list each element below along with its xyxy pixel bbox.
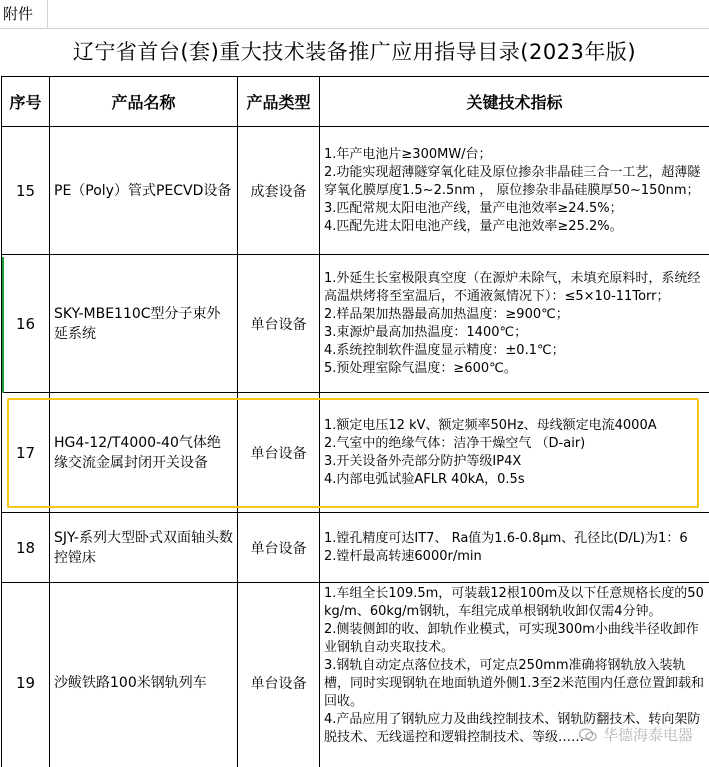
table-row (2, 393, 709, 513)
table-row (2, 513, 709, 583)
spec-line: 3.束源炉最高加热温度：1400℃； (324, 324, 528, 340)
header-type[interactable]: 产品类型 (238, 77, 320, 127)
row-type[interactable]: 单台设备 (238, 513, 320, 583)
row-spec[interactable] (320, 513, 709, 583)
row-spec[interactable] (320, 127, 709, 255)
spec-line: 1.外延生长室极限真空度（在源炉未除气，未填充原料时，系统经高温烘烤将至室温后，不通液氮情况下）：≤5×10-11Torr； (324, 270, 701, 304)
catalog-table (1, 76, 709, 767)
spec-line: 1.镗孔精度可达IT7、 Ra值为1.6-0.8μm、孔径比(D/L)为1：6 (324, 530, 688, 546)
row-no[interactable]: 17 (2, 393, 50, 513)
table-row (2, 255, 709, 393)
spec-line: 4.系统控制软件温度显示精度：±0.1℃； (324, 342, 565, 358)
header-name[interactable]: 产品名称 (50, 77, 238, 127)
row-name[interactable]: 沙鲅铁路100米钢轨列车 (50, 583, 238, 767)
spec-line: 2.侧装侧卸的收、卸轨作业模式，可实现300m小曲线半径收卸作业钢轨自动夹取技术。 (324, 622, 699, 655)
watermark-text: 华德海泰电器 (602, 726, 693, 744)
spec-line: 2.功能实现超薄隧穿氧化硅及原位掺杂非晶硅三合一工艺，超薄隧穿氧化膜厚度1.5~2.5nm ， 原位掺杂非晶硅膜厚50~150nm； (324, 164, 701, 198)
row-type[interactable]: 单台设备 (238, 393, 320, 513)
row-name[interactable]: SKY-MBE110C型分子束外延系统 (50, 255, 238, 393)
row-no[interactable]: 16 (2, 255, 50, 393)
header-no[interactable]: 序号 (2, 77, 50, 127)
spec-line: 3.开关设备外壳部分防护等级IP4X (324, 453, 522, 469)
spec-line: 1.年产电池片≥300MW/台； (324, 146, 492, 162)
header-spec[interactable]: 关键技术指标 (320, 77, 709, 127)
document-title[interactable]: 辽宁省首台(套)重大技术装备推广应用指导目录(2023年版) (72, 40, 637, 64)
spec-line: 3.钢轨自动定点落位技术，可定点250mm准确将钢轨放入装轨槽，同时实现钢轨在地面轨道外侧1.3至2米范围内任意位置卸载和回收。 (324, 658, 704, 709)
row-type[interactable]: 单台设备 (238, 583, 320, 767)
spec-line: 5.预处理室除气温度：≥600℃。 (324, 360, 517, 376)
spec-line: 2.样品架加热器最高加热温度：≥900℃； (324, 306, 569, 322)
chat-bubble-icon (579, 728, 597, 742)
row-name[interactable]: SJY-系列大型卧式双面轴头数控镗床 (50, 513, 238, 583)
row-change-marker (2, 257, 4, 393)
row-name[interactable]: PE（Poly）管式PECVD设备 (50, 127, 238, 255)
spec-line: 1.额定电压12 kV、额定频率50Hz、母线额定电流4000A (324, 417, 657, 433)
table-row (2, 127, 709, 255)
row-spec[interactable] (320, 393, 709, 513)
row-no[interactable]: 18 (2, 513, 50, 583)
row-spec[interactable] (320, 255, 709, 393)
row-no[interactable]: 15 (2, 127, 50, 255)
row-no[interactable]: 19 (2, 583, 50, 767)
spec-line: 4.内部电弧试验AFLR 40kA，0.5s (324, 471, 525, 487)
row-type[interactable]: 成套设备 (238, 127, 320, 255)
spec-line: 4.匹配先进太阳电池产线，量产电池效率≥25.2%。 (324, 218, 623, 234)
spec-line: 3.匹配常规太阳电池产线，量产电池效率≥24.5%； (324, 200, 623, 216)
attachment-label[interactable]: 附件 (0, 0, 48, 28)
header-row (2, 77, 709, 127)
spec-line: 1.车组全长109.5m，可装载12根100m及以下任意规格长度的50kg/m、60kg/m钢轨，车组完成单根钢轨收卸仅需4分钟。 (324, 586, 704, 619)
attachment-row (0, 0, 709, 29)
spec-line: 4.产品应用了钢轨应力及曲线控制技术、钢轨防翻技术、转向架防脱技术、无线遥控和逻辑控制技术、等级…… (324, 712, 701, 745)
spec-line: 2.镗杆最高转速6000r/min (324, 548, 482, 564)
spec-line: 2.气室中的绝缘气体：洁净干燥空气 （D-air) (324, 435, 586, 451)
row-type[interactable]: 单台设备 (238, 255, 320, 393)
row-name[interactable]: HG4-12/T4000-40气体绝缘交流金属封闭开关设备 (50, 393, 238, 513)
watermark (579, 724, 693, 745)
